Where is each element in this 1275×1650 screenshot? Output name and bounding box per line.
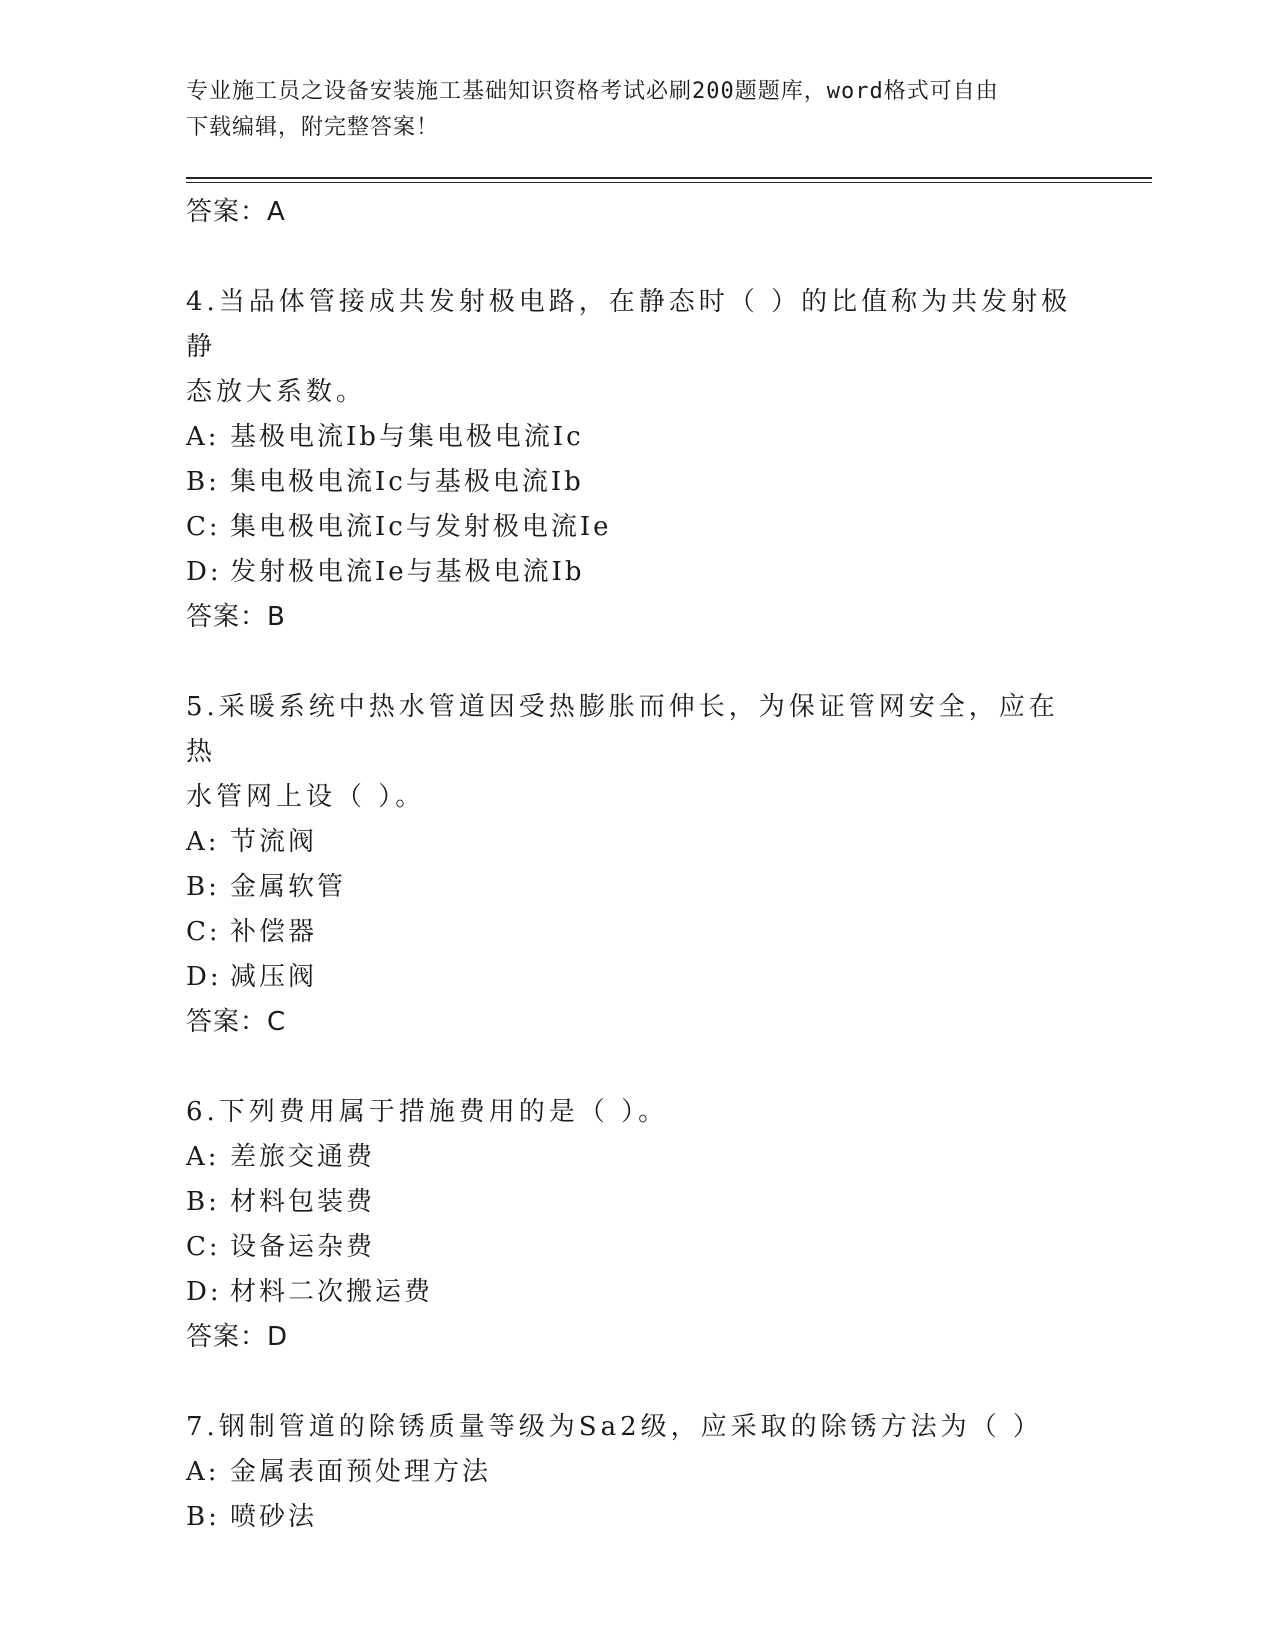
question-stem: 6.下列费用属于措施费用的是（ ）。 xyxy=(186,1097,669,1127)
option-b xyxy=(186,1495,1086,1540)
option-text: 金属表面预处理方法 xyxy=(230,1457,492,1487)
option-b xyxy=(186,865,1086,910)
option-label: D: xyxy=(186,1277,222,1307)
option-label: A: xyxy=(186,827,220,857)
option-label: A: xyxy=(186,422,220,452)
option-b xyxy=(186,460,1086,505)
option-text: 减压阀 xyxy=(230,962,318,992)
option-text: 基极电流Ib与集电极电流Ic xyxy=(230,422,584,452)
option-label: A: xyxy=(186,1142,220,1172)
option-a xyxy=(186,415,1086,460)
option-label: B: xyxy=(186,1187,220,1217)
option-text: 集电极电流Ic与发射极电流Ie xyxy=(230,512,612,542)
option-a xyxy=(186,1135,1086,1180)
option-b xyxy=(186,1180,1086,1225)
option-text: 节流阀 xyxy=(230,827,318,857)
option-text: 金属软管 xyxy=(230,872,347,902)
option-label: C: xyxy=(186,1232,221,1262)
option-text: 发射极电流Ie与基极电流Ib xyxy=(230,557,585,587)
question-stem-continued: 态放大系数。 xyxy=(186,377,367,407)
header-divider-thin xyxy=(186,182,1152,183)
question-block xyxy=(186,1405,1086,1540)
option-d xyxy=(186,955,1086,1000)
document-header xyxy=(186,74,1066,146)
question-block xyxy=(186,1090,1086,1360)
question-block xyxy=(186,280,1086,640)
option-c xyxy=(186,505,1086,550)
option-a xyxy=(186,1450,1086,1495)
option-c xyxy=(186,1225,1086,1270)
question-block xyxy=(186,685,1086,1045)
question-stem-continued: 水管网上设（ ）。 xyxy=(186,782,426,812)
option-a xyxy=(186,820,1086,865)
header-divider-thick xyxy=(186,177,1152,179)
question-list xyxy=(186,190,1086,1540)
answer-text: 答案：B xyxy=(186,602,286,632)
header-line-2: 下载编辑，附完整答案！ xyxy=(186,115,440,140)
option-d xyxy=(186,550,1086,595)
option-text: 材料二次搬运费 xyxy=(230,1277,434,1307)
option-d xyxy=(186,1270,1086,1315)
answer-text: 答案：A xyxy=(186,197,286,227)
option-label: D: xyxy=(186,557,222,587)
option-text: 差旅交通费 xyxy=(230,1142,376,1172)
question-stem: 5.采暖系统中热水管道因受热膨胀而伸长，为保证管网安全，应在热 xyxy=(186,692,1059,767)
option-label: A: xyxy=(186,1457,220,1487)
question-stem: 7.钢制管道的除锈质量等级为Sa2级，应采取的除锈方法为（ ） xyxy=(186,1412,1043,1442)
option-label: B: xyxy=(186,872,220,902)
option-label: C: xyxy=(186,512,221,542)
option-label: B: xyxy=(186,467,220,497)
question-stem: 4.当品体管接成共发射极电路，在静态时（ ）的比值称为共发射极静 xyxy=(186,287,1072,362)
option-label: D: xyxy=(186,962,222,992)
option-text: 集电极电流Ic与基极电流Ib xyxy=(230,467,584,497)
option-label: B: xyxy=(186,1502,220,1532)
option-c xyxy=(186,910,1086,955)
option-text: 设备运杂费 xyxy=(230,1232,376,1262)
option-text: 喷砂法 xyxy=(230,1502,318,1532)
answer-text: 答案：C xyxy=(186,1007,287,1037)
header-line-1: 专业施工员之设备安装施工基础知识资格考试必刷200题题库，word格式可自由 xyxy=(186,79,999,104)
answer-text: 答案：D xyxy=(186,1322,289,1352)
option-label: C: xyxy=(186,917,221,947)
option-text: 补偿器 xyxy=(230,917,318,947)
option-text: 材料包装费 xyxy=(230,1187,376,1217)
